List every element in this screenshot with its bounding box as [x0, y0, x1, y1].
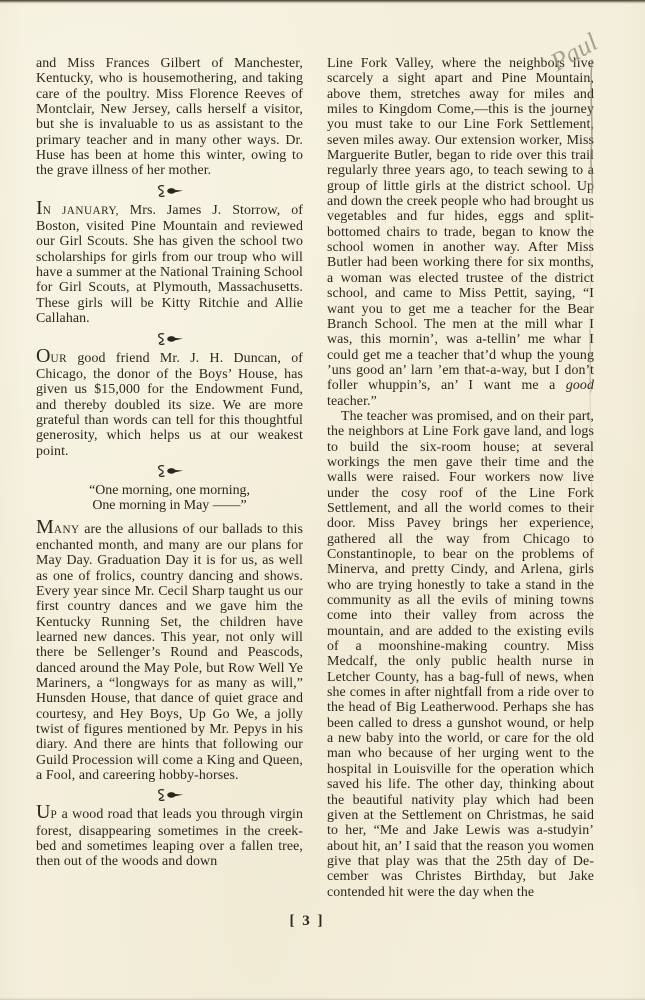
paragraph-text: are the allusions of our ballads to this enchanted month, and many are our plans for May Day. Graduation Day it is for us, as well as one of frolics, country dancing and shows. Every year since Mr. Cecil Sharp taught us our first country dances and we gave him the Kentucky Running Set, the children have learned new dances. This year, not only will there be Sellenger’s Round and Peascods, danced around the May Pole, but Row Well Ye Mariners, a “longways for as many as will,” Hunsden House, that dance of quiet grace and courtesy, and Hey Boys, Up Go We, a jolly twist of figures mentioned by Mr. Pepys in his diary. And there are hints that following our Guild Procession will come a King and Queen, a Fool, and careering hobby-horses.	[36, 521, 303, 784]
drop-cap: O	[36, 344, 51, 367]
paragraph-duncan-gift	[36, 344, 303, 459]
small-caps-text: P	[50, 809, 58, 822]
verse-line: “One morning, one morning,	[89, 482, 250, 498]
drop-cap: U	[36, 801, 51, 824]
page-body	[36, 56, 594, 918]
paragraph-text: good friend Mr. J. H. Duncan, of Chicago, the donor of the Boys’ House, has given us $15,000 for the Endowment Fund, and thereby doubled its size. We are more grateful than words can tell for this thoughtful generosity, which helps us at our weakest point.	[36, 350, 303, 459]
svg-text:Paul: Paul	[545, 27, 603, 77]
paragraph-housemothers: and Miss Frances Gilbert of Manchester, Kentucky, who is housemothering, and taking care of the poultry. Miss Florence Reeves of Montclair, New Jersey, calls herself a visitor, but she is invaluable to us as assistant to the primary teacher and in many other ways. Dr. Huse has been at home this winter, owing to the grave illness of her mother.	[36, 56, 303, 179]
paragraph-girl-scouts	[36, 196, 303, 327]
paragraph-text: Mrs. James J. Storrow, of Boston, visited Pine Mountain and reviewed our Girl Scouts. She has given the school two scholarships for girls from our troup who will have a summer at the National Training School for Girl Scouts, at Plymouth, Massachusetts. These girls will be Kitty Ritchie and Allie Callahan.	[36, 202, 303, 327]
section-ornament-icon	[153, 332, 187, 345]
ballad-verse	[36, 483, 303, 514]
drop-cap: I	[36, 196, 43, 219]
section-ornament-icon	[153, 464, 187, 477]
italic-word: good	[565, 378, 594, 394]
right-column	[327, 56, 594, 918]
drop-cap: M	[36, 515, 54, 538]
paragraph-may-day	[36, 515, 303, 784]
section-ornament-icon	[153, 788, 187, 801]
paragraph-text: Line Fork Valley, where the neighbors live scarcely a sight apart and Pine Mountain, above them, stretches away for miles and miles to Kingdom Come,—this is the journey you must take to our Line Fork Settlement, seven miles away. Our extension worker, Miss Marguerite Butler, began to ride over this trail regularly three years ago, to teach sewing to a group of little girls at the district school. Up and down the creek people who had brought us vegetables and fur hides, eggs and split-bottomed chairs to trade, began to know the school women in another way. After Miss Butler had been working there for six months, a woman was elected trustee of the district school, and came to Miss Pettit, saying, “I want you to get me a teacher for the Bear Branch School. The men at the mill whar I was, this mornin’, was a-tellin’ me whar I could get me a teacher that’d whup the young ’uns good an’ larn ’em that-a-way, but I don’t foller whuppin’s, an’ I want me a	[327, 56, 594, 394]
paragraph-wood-road	[36, 801, 303, 870]
paragraph-line-fork	[327, 56, 594, 409]
paragraph-text: a wood road that leads you through virgin forest, disappearing sometimes in the creek-bed and sometimes leaping over a fallen tree, then out of the woods and down	[36, 807, 303, 870]
page-top-edge	[0, 0, 645, 4]
verse-line: One morning in May ——”	[92, 498, 247, 514]
page-number: [ 3 ]	[289, 913, 325, 929]
section-ornament-icon	[153, 184, 187, 197]
small-caps-text: N JANUARY,	[42, 204, 119, 217]
small-caps-text: UR	[50, 352, 68, 365]
paragraph-settlement-workers: The teacher was promised, and on their part, the neighbors at Line Fork gave land, and logs to build the six-room house; at several workings the men gave their time and the walls were raised. Four workers now live under the cosy roof of the Line Fork Settlement, and all the world comes to their door. Miss Pavey brings her experience, gathered all the way from Chicago to Constantinople, to bear on the problems of Minerva, and pretty Cindy, and Arlena, girls who are trying honestly to take a stand in the community as all the evils of mining towns come into their valley from across the mountain, and are added to the existing evils of a moonshine-making country. Miss Medcalf, the only public health nurse in Letcher County, has a bag-full of news, when she comes in after nightfall from a ride over to the head of Big Leatherwood. Perhaps she has been called to dress a gunshot wound, or help a new baby into the world, or care for the old man who because of her urging went to the hospital in Louisville for the operation which saved his life. The other day, thinking about the beautiful nativity play which had been given at the Settlement on Christmas, he said to her, “Me and Jake Lewis was a-studyin’ about hit, an’ I said that the reason you women give that play was that the 25th day of De-cember was Christes Birthday, but Jake contended hit were the day when the	[327, 408, 594, 900]
left-column	[36, 56, 303, 918]
paragraph-text: teacher.”	[327, 393, 377, 409]
small-caps-text: ANY	[53, 523, 80, 536]
